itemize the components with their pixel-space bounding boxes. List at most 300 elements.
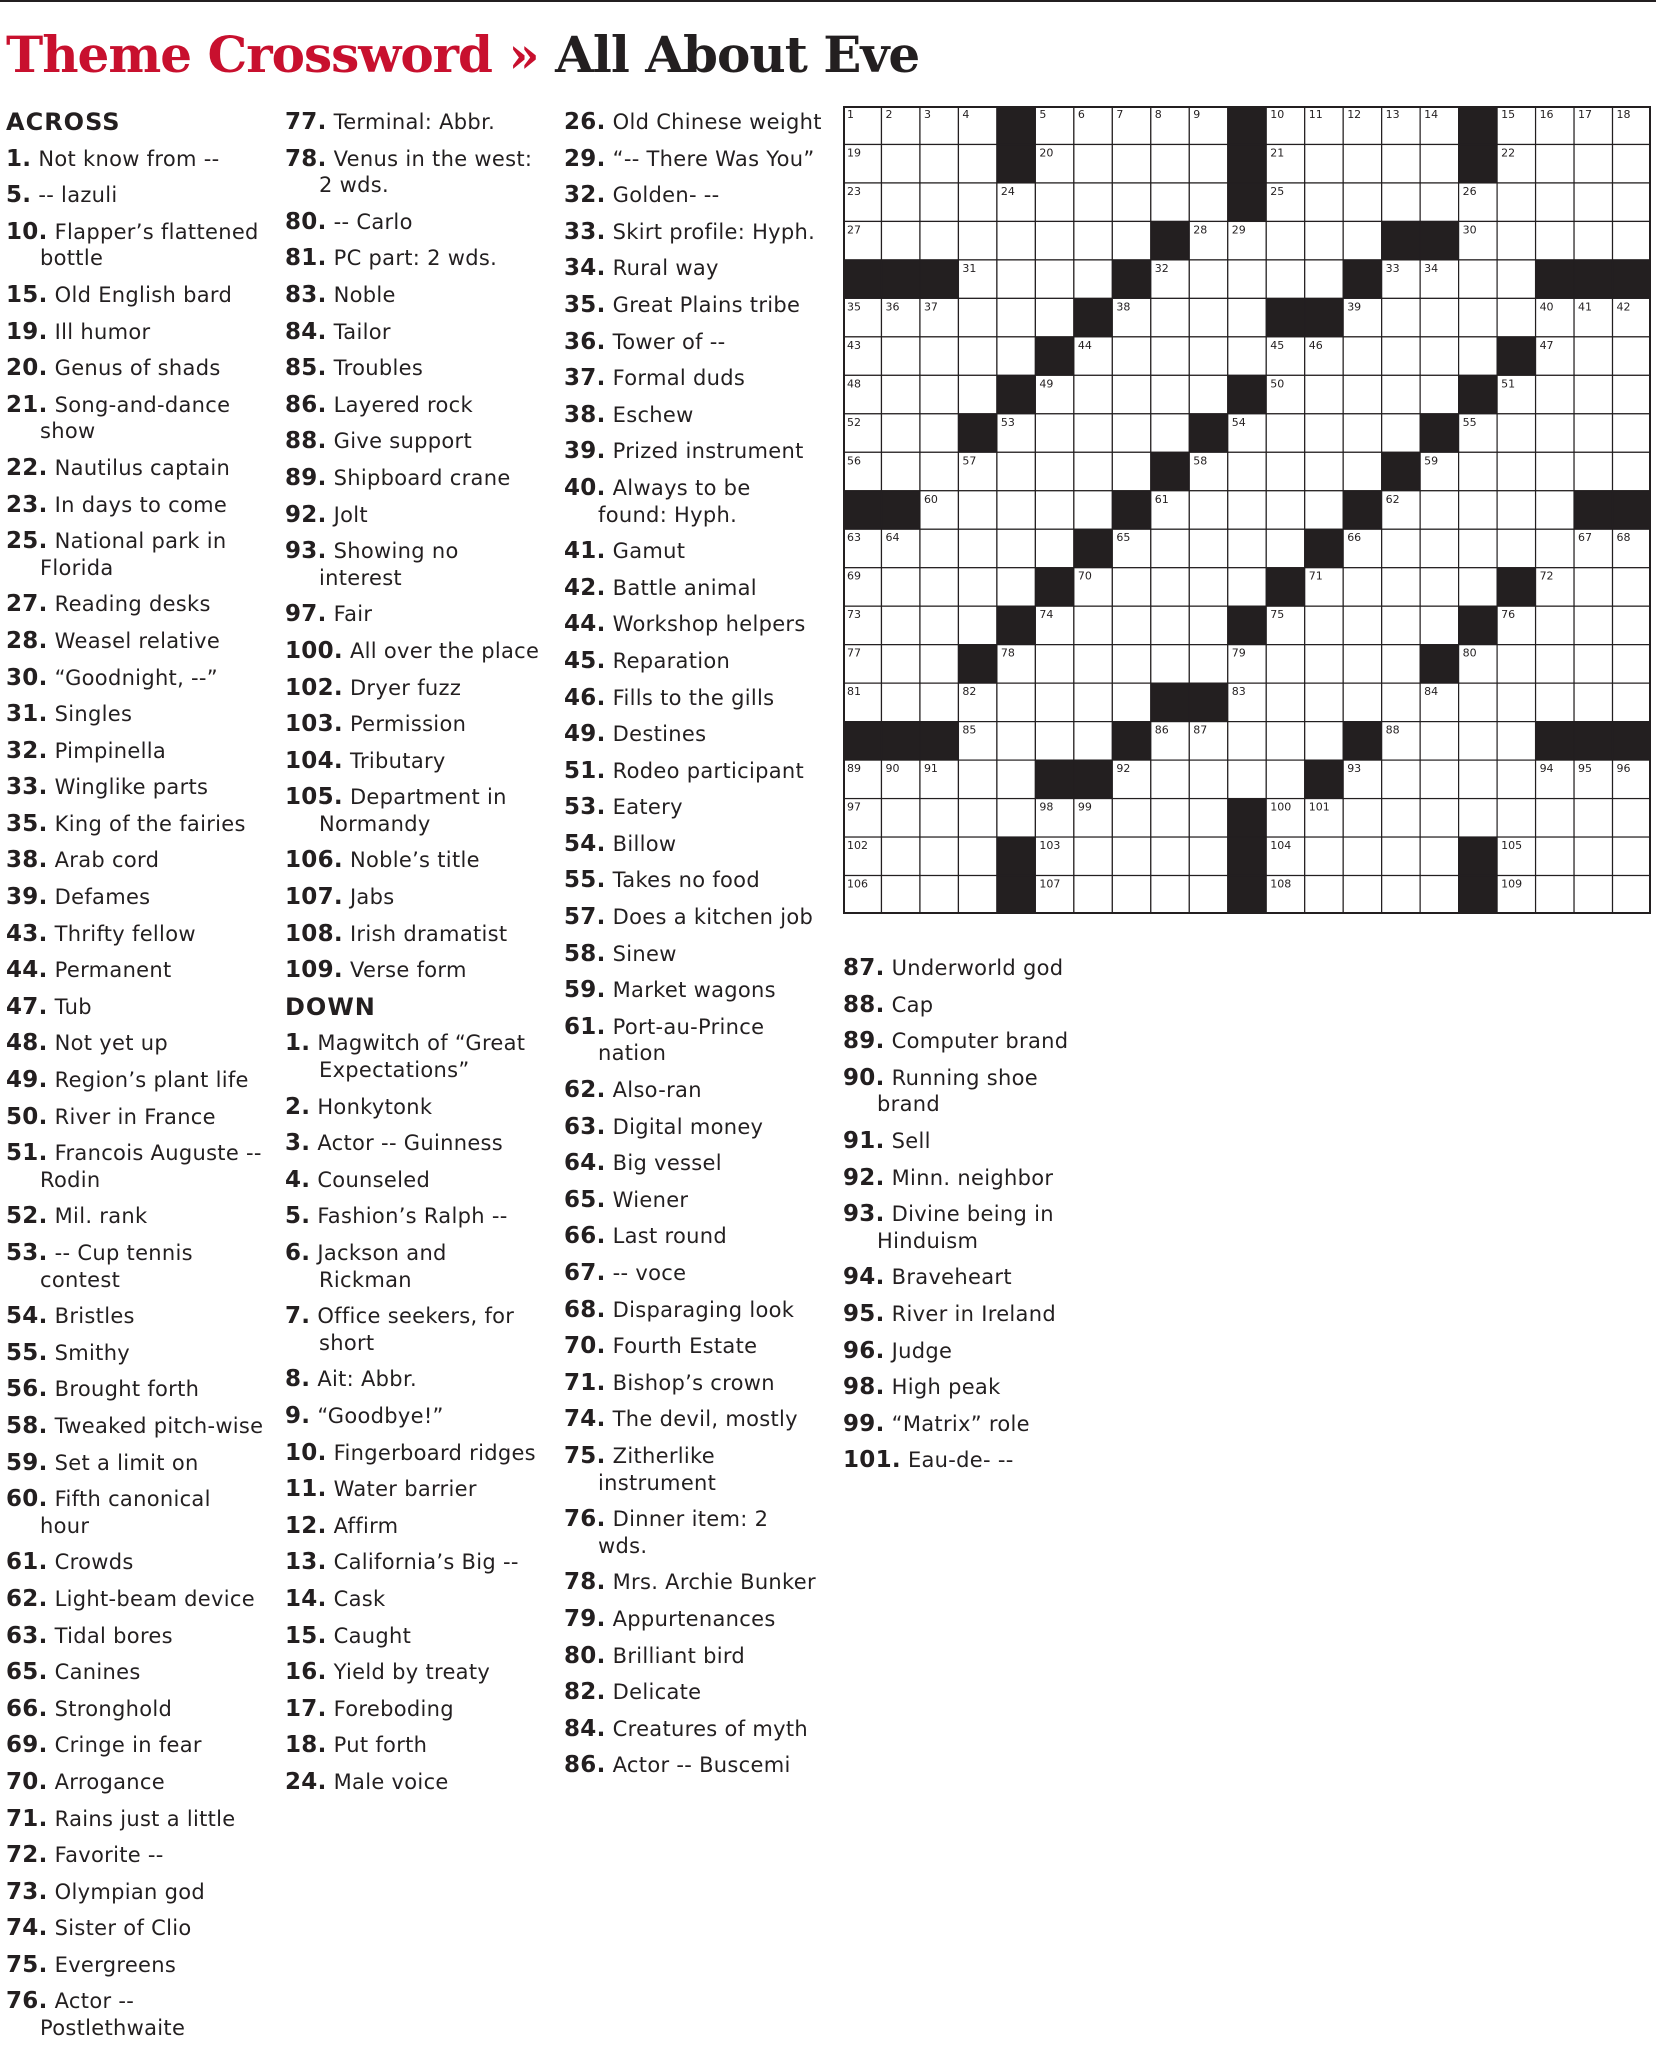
grid-cell[interactable] — [1574, 183, 1612, 221]
across-clue[interactable] — [285, 387, 545, 424]
grid-cell[interactable] — [958, 491, 996, 529]
grid-cell[interactable] — [1305, 452, 1343, 490]
grid-cell[interactable] — [1074, 491, 1112, 529]
grid-cell[interactable] — [1305, 722, 1343, 760]
down-clue[interactable] — [564, 1255, 824, 1292]
grid-cell[interactable] — [920, 221, 958, 259]
grid-cell[interactable] — [1035, 799, 1073, 837]
grid-cell[interactable] — [843, 606, 881, 644]
grid-cell[interactable] — [1574, 876, 1612, 914]
down-clue[interactable] — [564, 104, 824, 141]
down-clue[interactable] — [564, 1564, 824, 1601]
down-clue[interactable] — [564, 1009, 824, 1072]
across-clue[interactable] — [285, 533, 545, 596]
grid-cell[interactable] — [958, 568, 996, 606]
grid-cell[interactable] — [881, 529, 919, 567]
across-clue[interactable] — [6, 1983, 266, 2046]
across-clue[interactable] — [285, 779, 545, 842]
grid-cell[interactable] — [1574, 414, 1612, 452]
grid-cell[interactable] — [1189, 260, 1227, 298]
across-clue[interactable] — [6, 387, 266, 450]
grid-cell[interactable] — [920, 144, 958, 182]
down-clue[interactable] — [564, 1438, 824, 1501]
grid-cell[interactable] — [997, 337, 1035, 375]
down-clue[interactable] — [285, 1361, 545, 1398]
grid-cell[interactable] — [1266, 221, 1304, 259]
grid-cell[interactable] — [1035, 491, 1073, 529]
grid-cell[interactable] — [1613, 837, 1651, 875]
grid-cell[interactable] — [1613, 221, 1651, 259]
down-clue[interactable] — [843, 1196, 1103, 1259]
grid-cell[interactable] — [1382, 683, 1420, 721]
grid-cell[interactable] — [1266, 760, 1304, 798]
across-clue[interactable] — [6, 769, 266, 806]
grid-cell[interactable] — [1189, 375, 1227, 413]
grid-cell[interactable] — [1305, 683, 1343, 721]
down-clue[interactable] — [285, 1398, 545, 1435]
grid-cell[interactable] — [881, 606, 919, 644]
grid-cell[interactable] — [881, 683, 919, 721]
grid-cell[interactable] — [997, 183, 1035, 221]
grid-cell[interactable] — [920, 106, 958, 144]
across-clue[interactable] — [6, 806, 266, 843]
grid-cell[interactable] — [1189, 722, 1227, 760]
across-clue[interactable] — [6, 450, 266, 487]
across-clue[interactable] — [285, 277, 545, 314]
grid-cell[interactable] — [1266, 491, 1304, 529]
grid-cell[interactable] — [1343, 645, 1381, 683]
grid-cell[interactable] — [1382, 106, 1420, 144]
grid-cell[interactable] — [1112, 683, 1150, 721]
grid-cell[interactable] — [1497, 183, 1535, 221]
grid-cell[interactable] — [843, 645, 881, 683]
grid-cell[interactable] — [997, 260, 1035, 298]
grid-cell[interactable] — [1574, 606, 1612, 644]
grid-cell[interactable] — [997, 799, 1035, 837]
grid-cell[interactable] — [1151, 491, 1189, 529]
across-clue[interactable] — [285, 240, 545, 277]
grid-cell[interactable] — [1343, 337, 1381, 375]
across-clue[interactable] — [285, 842, 545, 879]
grid-cell[interactable] — [1497, 722, 1535, 760]
grid-cell[interactable] — [1035, 837, 1073, 875]
across-clue[interactable] — [6, 1062, 266, 1099]
down-clue[interactable] — [564, 324, 824, 361]
grid-cell[interactable] — [1382, 606, 1420, 644]
grid-cell[interactable] — [1228, 452, 1266, 490]
grid-cell[interactable] — [1151, 876, 1189, 914]
grid-cell[interactable] — [1536, 876, 1574, 914]
grid-cell[interactable] — [1266, 529, 1304, 567]
across-clue[interactable] — [6, 696, 266, 733]
down-clue[interactable] — [285, 1089, 545, 1126]
down-clue[interactable] — [564, 972, 824, 1009]
grid-cell[interactable] — [1459, 799, 1497, 837]
grid-cell[interactable] — [1151, 722, 1189, 760]
grid-cell[interactable] — [1459, 414, 1497, 452]
grid-cell[interactable] — [1574, 375, 1612, 413]
grid-cell[interactable] — [881, 760, 919, 798]
grid-cell[interactable] — [1613, 568, 1651, 606]
grid-cell[interactable] — [1189, 106, 1227, 144]
grid-cell[interactable] — [1112, 568, 1150, 606]
grid-cell[interactable] — [1613, 106, 1651, 144]
grid-cell[interactable] — [1151, 337, 1189, 375]
grid-cell[interactable] — [1382, 760, 1420, 798]
across-clue[interactable] — [6, 1910, 266, 1947]
grid-cell[interactable] — [1420, 183, 1458, 221]
grid-cell[interactable] — [843, 414, 881, 452]
grid-cell[interactable] — [1074, 183, 1112, 221]
grid-cell[interactable] — [1382, 722, 1420, 760]
grid-cell[interactable] — [1574, 837, 1612, 875]
down-clue[interactable] — [564, 1292, 824, 1329]
grid-cell[interactable] — [1112, 298, 1150, 336]
grid-cell[interactable] — [1343, 298, 1381, 336]
across-clue[interactable] — [285, 204, 545, 241]
across-clue[interactable] — [6, 1618, 266, 1655]
grid-cell[interactable] — [1382, 837, 1420, 875]
grid-cell[interactable] — [997, 645, 1035, 683]
grid-cell[interactable] — [958, 876, 996, 914]
grid-cell[interactable] — [1459, 452, 1497, 490]
grid-cell[interactable] — [843, 760, 881, 798]
grid-cell[interactable] — [1151, 183, 1189, 221]
grid-cell[interactable] — [1536, 568, 1574, 606]
grid-cell[interactable] — [843, 683, 881, 721]
grid-cell[interactable] — [1035, 529, 1073, 567]
grid-cell[interactable] — [843, 837, 881, 875]
grid-cell[interactable] — [1266, 183, 1304, 221]
grid-cell[interactable] — [1613, 876, 1651, 914]
grid-cell[interactable] — [1189, 568, 1227, 606]
grid-cell[interactable] — [1420, 876, 1458, 914]
grid-cell[interactable] — [1459, 722, 1497, 760]
grid-cell[interactable] — [1074, 414, 1112, 452]
grid-cell[interactable] — [1420, 375, 1458, 413]
grid-cell[interactable] — [1074, 452, 1112, 490]
across-clue[interactable] — [6, 1135, 266, 1198]
across-clue[interactable] — [285, 670, 545, 707]
grid-cell[interactable] — [1266, 144, 1304, 182]
across-clue[interactable] — [6, 141, 266, 178]
grid-cell[interactable] — [1305, 606, 1343, 644]
across-clue[interactable] — [6, 1481, 266, 1544]
down-clue[interactable] — [564, 1638, 824, 1675]
grid-cell[interactable] — [1151, 260, 1189, 298]
grid-cell[interactable] — [1266, 106, 1304, 144]
grid-cell[interactable] — [1382, 645, 1420, 683]
down-clue[interactable] — [564, 899, 824, 936]
grid-cell[interactable] — [1536, 683, 1574, 721]
grid-cell[interactable] — [1382, 491, 1420, 529]
grid-cell[interactable] — [1497, 106, 1535, 144]
grid-cell[interactable] — [1497, 491, 1535, 529]
grid-cell[interactable] — [1151, 606, 1189, 644]
grid-cell[interactable] — [1574, 221, 1612, 259]
grid-cell[interactable] — [958, 683, 996, 721]
grid-cell[interactable] — [1074, 645, 1112, 683]
grid-cell[interactable] — [1151, 106, 1189, 144]
grid-cell[interactable] — [1382, 876, 1420, 914]
grid-cell[interactable] — [1536, 606, 1574, 644]
down-clue[interactable] — [564, 1109, 824, 1146]
grid-cell[interactable] — [1574, 337, 1612, 375]
grid-cell[interactable] — [1459, 529, 1497, 567]
across-clue[interactable] — [285, 633, 545, 670]
down-clue[interactable] — [843, 1060, 1103, 1123]
grid-cell[interactable] — [1151, 375, 1189, 413]
grid-cell[interactable] — [1112, 375, 1150, 413]
grid-cell[interactable] — [958, 221, 996, 259]
grid-cell[interactable] — [881, 144, 919, 182]
grid-cell[interactable] — [1420, 760, 1458, 798]
grid-cell[interactable] — [1497, 683, 1535, 721]
down-clue[interactable] — [285, 1618, 545, 1655]
grid-cell[interactable] — [1305, 876, 1343, 914]
down-clue[interactable] — [285, 1691, 545, 1728]
down-clue[interactable] — [564, 716, 824, 753]
grid-cell[interactable] — [1074, 568, 1112, 606]
grid-cell[interactable] — [843, 221, 881, 259]
grid-cell[interactable] — [1151, 529, 1189, 567]
grid-cell[interactable] — [1189, 760, 1227, 798]
grid-cell[interactable] — [1112, 106, 1150, 144]
grid-cell[interactable] — [958, 144, 996, 182]
grid-cell[interactable] — [1112, 606, 1150, 644]
across-clue[interactable] — [285, 596, 545, 633]
grid-cell[interactable] — [1228, 722, 1266, 760]
grid-cell[interactable] — [1266, 876, 1304, 914]
down-clue[interactable] — [564, 1218, 824, 1255]
down-clue[interactable] — [843, 1369, 1103, 1406]
grid-cell[interactable] — [1266, 645, 1304, 683]
grid-cell[interactable] — [1035, 606, 1073, 644]
grid-cell[interactable] — [1305, 183, 1343, 221]
across-clue[interactable] — [285, 743, 545, 780]
across-clue[interactable] — [6, 660, 266, 697]
down-clue[interactable] — [564, 1145, 824, 1182]
grid-cell[interactable] — [1420, 337, 1458, 375]
down-clue[interactable] — [564, 1747, 824, 1784]
grid-cell[interactable] — [1074, 144, 1112, 182]
grid-cell[interactable] — [1343, 876, 1381, 914]
grid-cell[interactable] — [1189, 183, 1227, 221]
down-clue[interactable] — [564, 250, 824, 287]
across-clue[interactable] — [285, 879, 545, 916]
grid-cell[interactable] — [1536, 529, 1574, 567]
grid-cell[interactable] — [1189, 144, 1227, 182]
across-clue[interactable] — [6, 1654, 266, 1691]
down-clue[interactable] — [564, 606, 824, 643]
grid-cell[interactable] — [1035, 183, 1073, 221]
grid-cell[interactable] — [1613, 645, 1651, 683]
grid-cell[interactable] — [920, 414, 958, 452]
across-clue[interactable] — [285, 460, 545, 497]
grid-cell[interactable] — [1112, 645, 1150, 683]
grid-cell[interactable] — [920, 683, 958, 721]
grid-cell[interactable] — [1497, 529, 1535, 567]
grid-cell[interactable] — [1420, 529, 1458, 567]
grid-cell[interactable] — [1074, 606, 1112, 644]
across-clue[interactable] — [6, 623, 266, 660]
down-clue[interactable] — [564, 360, 824, 397]
grid-cell[interactable] — [1420, 144, 1458, 182]
grid-cell[interactable] — [1112, 414, 1150, 452]
grid-cell[interactable] — [881, 568, 919, 606]
grid-cell[interactable] — [920, 375, 958, 413]
grid-cell[interactable] — [1613, 683, 1651, 721]
grid-cell[interactable] — [1420, 722, 1458, 760]
grid-cell[interactable] — [1151, 414, 1189, 452]
grid-cell[interactable] — [958, 375, 996, 413]
grid-cell[interactable] — [1382, 144, 1420, 182]
grid-cell[interactable] — [997, 414, 1035, 452]
across-clue[interactable] — [6, 952, 266, 989]
across-clue[interactable] — [6, 350, 266, 387]
grid-cell[interactable] — [1497, 221, 1535, 259]
grid-cell[interactable] — [1613, 606, 1651, 644]
across-clue[interactable] — [6, 1099, 266, 1136]
grid-cell[interactable] — [1420, 298, 1458, 336]
across-clue[interactable] — [6, 1544, 266, 1581]
grid-cell[interactable] — [1189, 876, 1227, 914]
down-clue[interactable] — [564, 1072, 824, 1109]
grid-cell[interactable] — [1459, 221, 1497, 259]
grid-cell[interactable] — [1420, 683, 1458, 721]
grid-cell[interactable] — [920, 452, 958, 490]
grid-cell[interactable] — [1035, 414, 1073, 452]
grid-cell[interactable] — [1228, 298, 1266, 336]
across-clue[interactable] — [285, 104, 545, 141]
grid-cell[interactable] — [1459, 760, 1497, 798]
grid-cell[interactable] — [920, 183, 958, 221]
grid-cell[interactable] — [1574, 452, 1612, 490]
grid-cell[interactable] — [1074, 221, 1112, 259]
grid-cell[interactable] — [1189, 337, 1227, 375]
grid-cell[interactable] — [1459, 683, 1497, 721]
down-clue[interactable] — [564, 287, 824, 324]
grid-cell[interactable] — [1382, 337, 1420, 375]
grid-cell[interactable] — [1382, 529, 1420, 567]
grid-cell[interactable] — [1074, 722, 1112, 760]
grid-cell[interactable] — [1305, 568, 1343, 606]
grid-cell[interactable] — [881, 337, 919, 375]
grid-cell[interactable] — [1035, 106, 1073, 144]
grid-cell[interactable] — [997, 298, 1035, 336]
down-clue[interactable] — [843, 1333, 1103, 1370]
across-clue[interactable] — [6, 314, 266, 351]
grid-cell[interactable] — [958, 452, 996, 490]
grid-cell[interactable] — [1497, 375, 1535, 413]
down-clue[interactable] — [564, 1601, 824, 1638]
across-clue[interactable] — [285, 350, 545, 387]
grid-cell[interactable] — [1189, 452, 1227, 490]
grid-cell[interactable] — [1420, 568, 1458, 606]
grid-cell[interactable] — [843, 183, 881, 221]
grid-cell[interactable] — [997, 568, 1035, 606]
down-clue[interactable] — [285, 1544, 545, 1581]
grid-cell[interactable] — [1035, 375, 1073, 413]
grid-cell[interactable] — [1035, 645, 1073, 683]
grid-cell[interactable] — [1228, 529, 1266, 567]
down-clue[interactable] — [285, 1654, 545, 1691]
grid-cell[interactable] — [1035, 298, 1073, 336]
grid-cell[interactable] — [1305, 414, 1343, 452]
grid-cell[interactable] — [958, 722, 996, 760]
grid-cell[interactable] — [1074, 683, 1112, 721]
grid-cell[interactable] — [1459, 645, 1497, 683]
crossword-grid[interactable] — [843, 106, 1651, 914]
grid-cell[interactable] — [843, 568, 881, 606]
grid-cell[interactable] — [958, 799, 996, 837]
grid-cell[interactable] — [1151, 298, 1189, 336]
down-clue[interactable] — [564, 141, 824, 178]
down-clue[interactable] — [564, 826, 824, 863]
across-clue[interactable] — [6, 523, 266, 586]
across-clue[interactable] — [6, 1801, 266, 1838]
down-clue[interactable] — [843, 1406, 1103, 1443]
grid-cell[interactable] — [1343, 221, 1381, 259]
grid-cell[interactable] — [1305, 337, 1343, 375]
across-clue[interactable] — [6, 1371, 266, 1408]
grid-cell[interactable] — [958, 183, 996, 221]
grid-cell[interactable] — [1343, 452, 1381, 490]
grid-cell[interactable] — [843, 106, 881, 144]
down-clue[interactable] — [564, 1328, 824, 1365]
down-clue[interactable] — [564, 1674, 824, 1711]
grid-cell[interactable] — [881, 375, 919, 413]
grid-cell[interactable] — [958, 837, 996, 875]
grid-cell[interactable] — [1228, 260, 1266, 298]
across-clue[interactable] — [6, 1198, 266, 1235]
grid-cell[interactable] — [1343, 414, 1381, 452]
grid-cell[interactable] — [1228, 414, 1266, 452]
grid-cell[interactable] — [881, 298, 919, 336]
grid-cell[interactable] — [1420, 606, 1458, 644]
across-clue[interactable] — [285, 141, 545, 204]
across-clue[interactable] — [285, 314, 545, 351]
grid-cell[interactable] — [1266, 337, 1304, 375]
across-clue[interactable] — [6, 1874, 266, 1911]
grid-cell[interactable] — [1459, 337, 1497, 375]
down-clue[interactable] — [285, 1471, 545, 1508]
grid-cell[interactable] — [1305, 799, 1343, 837]
down-clue[interactable] — [285, 1162, 545, 1199]
grid-cell[interactable] — [1189, 221, 1227, 259]
grid-cell[interactable] — [1112, 144, 1150, 182]
across-clue[interactable] — [6, 989, 266, 1026]
grid-cell[interactable] — [1266, 452, 1304, 490]
grid-cell[interactable] — [1228, 760, 1266, 798]
grid-cell[interactable] — [843, 298, 881, 336]
down-clue[interactable] — [564, 936, 824, 973]
down-clue[interactable] — [564, 862, 824, 899]
grid-cell[interactable] — [1189, 645, 1227, 683]
grid-cell[interactable] — [1035, 144, 1073, 182]
grid-cell[interactable] — [1112, 529, 1150, 567]
grid-cell[interactable] — [1497, 298, 1535, 336]
down-clue[interactable] — [564, 1182, 824, 1219]
grid-cell[interactable] — [1536, 837, 1574, 875]
grid-cell[interactable] — [1151, 799, 1189, 837]
grid-cell[interactable] — [881, 106, 919, 144]
down-clue[interactable] — [843, 1123, 1103, 1160]
grid-cell[interactable] — [843, 799, 881, 837]
down-clue[interactable] — [285, 1508, 545, 1545]
grid-cell[interactable] — [1112, 837, 1150, 875]
down-clue[interactable] — [564, 177, 824, 214]
